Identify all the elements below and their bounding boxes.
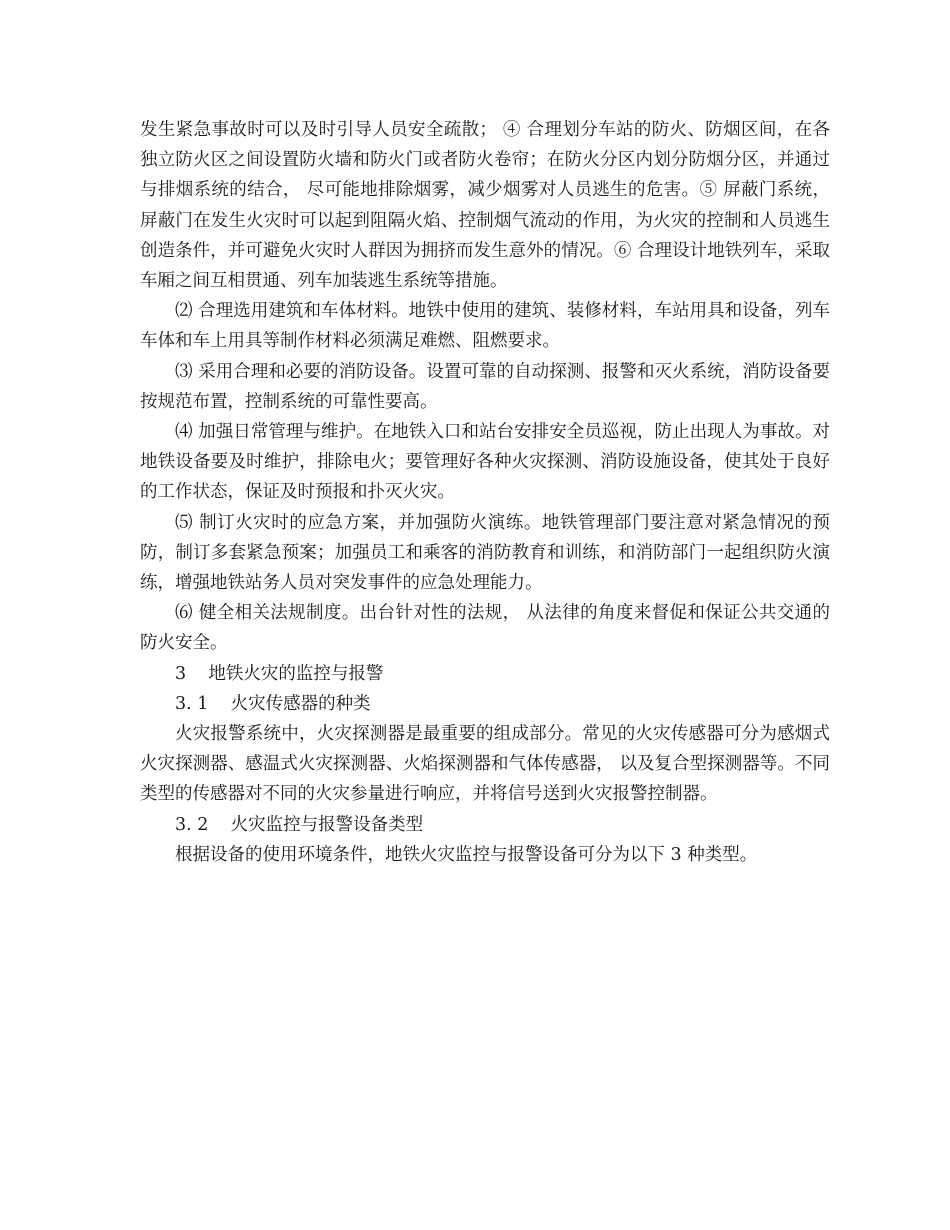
paragraph-equipment-types: 根据设备的使用环境条件，地铁火灾监控与报警设备可分为以下 3 种类型。 bbox=[175, 844, 758, 865]
subsection-heading-sensor-types: 3. 1 火灾传感器的种类 bbox=[175, 693, 371, 714]
paragraph-maintenance: ⑷ 加强日常管理与维护。在地铁入口和站台安排安全员巡视，防止出现人为事故。对地铁设备要及时维护，排除电火；要管理好各种火灾探测、消防设施设备，使其处于良好的工作状态，保证及时预报和扑灭火灾。 bbox=[140, 422, 830, 503]
paragraph-fire-equipment: ⑶ 采用合理和必要的消防设备。设置可靠的自动探测、报警和灭火系统，消防设备要按规范布置，控制系统的可靠性要高。 bbox=[140, 361, 830, 412]
paragraph-sensor-types: 火灾报警系统中，火灾探测器是最重要的组成部分。常见的火灾传感器可分为感烟式火灾探测器、感温式火灾探测器、火焰探测器和气体传感器， 以及复合型探测器等。不同类型的传感器对不同的火灾参量进行响应，并将信号送到火灾报警控制器。 bbox=[140, 724, 830, 805]
subsection-heading-equipment-types: 3. 2 火灾监控与报警设备类型 bbox=[175, 814, 424, 835]
paragraph-regulations: ⑹ 健全相关法规制度。出台针对性的法规， 从法律的角度来督促和保证公共交通的防火安全。 bbox=[140, 603, 830, 654]
section-heading-monitoring-alarm: 3 地铁火灾的监控与报警 bbox=[175, 663, 384, 684]
paragraph-fire-zoning-continuation: 发生紧急事故时可以及时引导人员安全疏散； ④ 合理划分车站的防火、防烟区间，在各独立防火区之间设置防火墙和防火门或者防火卷帘；在防火分区内划分防烟分区，并通过与排烟系统的结合， 尽可能地排除烟雾，减少烟雾对人员逃生的危害。⑤ 屏蔽门系统，屏蔽门在发生火灾时可以起到阻隔火焰、控制烟气流动的作用，为火灾的控制和人员逃生创造条件，并可避免火灾时人群因为拥挤而发生意外的情况。⑥ 合理设计地铁列车，采取车厢之间互相贯通、列车加装逃生系统等措施。 bbox=[140, 120, 830, 292]
paragraph-materials: ⑵ 合理选用建筑和车体材料。地铁中使用的建筑、装修材料，车站用具和设备，列车车体和车上用具等制作材料必须满足难燃、阻燃要求。 bbox=[140, 301, 830, 352]
paragraph-emergency-plan: ⑸ 制订火灾时的应急方案，并加强防火演练。地铁管理部门要注意对紧急情况的预防，制订多套紧急预案；加强员工和乘客的消防教育和训练，和消防部门一起组织防火演练，增强地铁站务人员对突发事件的应急处理能力。 bbox=[140, 512, 830, 594]
document-body bbox=[140, 115, 830, 870]
